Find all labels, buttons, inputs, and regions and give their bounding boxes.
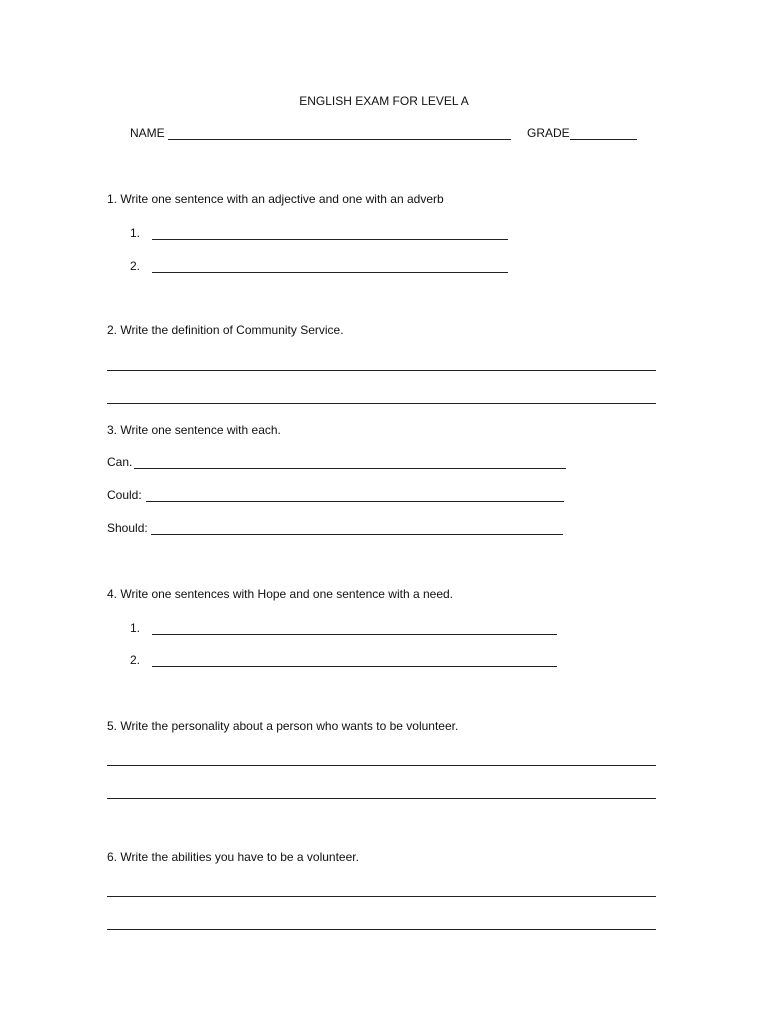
question-4-prompt: 4. Write one sentences with Hope and one sentence with a need. — [107, 587, 454, 601]
question-1-prompt: 1. Write one sentence with an adjective and one with an adverb — [107, 192, 444, 206]
question-3-should-label: Should: — [107, 521, 148, 535]
question-6-answer-line-1[interactable] — [107, 896, 656, 897]
question-3-prompt: 3. Write one sentence with each. — [107, 423, 281, 437]
question-3-could-line[interactable] — [146, 501, 564, 502]
question-4-answer-line-2[interactable] — [152, 666, 557, 667]
question-2-answer-line-1[interactable] — [107, 370, 656, 371]
question-2-prompt: 2. Write the definition of Community Service. — [107, 323, 344, 337]
question-3-can-line[interactable] — [134, 468, 566, 469]
grade-answer-line[interactable] — [570, 139, 637, 140]
question-1-answer-line-1[interactable] — [152, 239, 508, 240]
name-answer-line[interactable] — [168, 139, 511, 140]
question-5-prompt: 5. Write the personality about a person who wants to be volunteer. — [107, 719, 459, 733]
question-3-can-label: Can. — [107, 455, 133, 469]
question-6-prompt: 6. Write the abilities you have to be a volunteer. — [107, 850, 359, 864]
question-4-item-1-number: 1. — [130, 621, 141, 635]
question-4-item-2-number: 2. — [130, 653, 141, 667]
question-1-item-1-number: 1. — [130, 226, 141, 240]
exam-title: ENGLISH EXAM FOR LEVEL A — [299, 94, 469, 108]
question-2-answer-line-2[interactable] — [107, 403, 656, 404]
grade-label: GRADE — [527, 126, 570, 140]
question-3-should-line[interactable] — [151, 534, 563, 535]
question-1-item-2-number: 2. — [130, 259, 141, 273]
question-5-answer-line-2[interactable] — [107, 798, 656, 799]
question-6-answer-line-2[interactable] — [107, 929, 656, 930]
question-1-answer-line-2[interactable] — [152, 272, 508, 273]
name-label: NAME — [130, 126, 165, 140]
question-3-could-label: Could: — [107, 488, 142, 502]
question-5-answer-line-1[interactable] — [107, 765, 656, 766]
question-4-answer-line-1[interactable] — [152, 634, 557, 635]
